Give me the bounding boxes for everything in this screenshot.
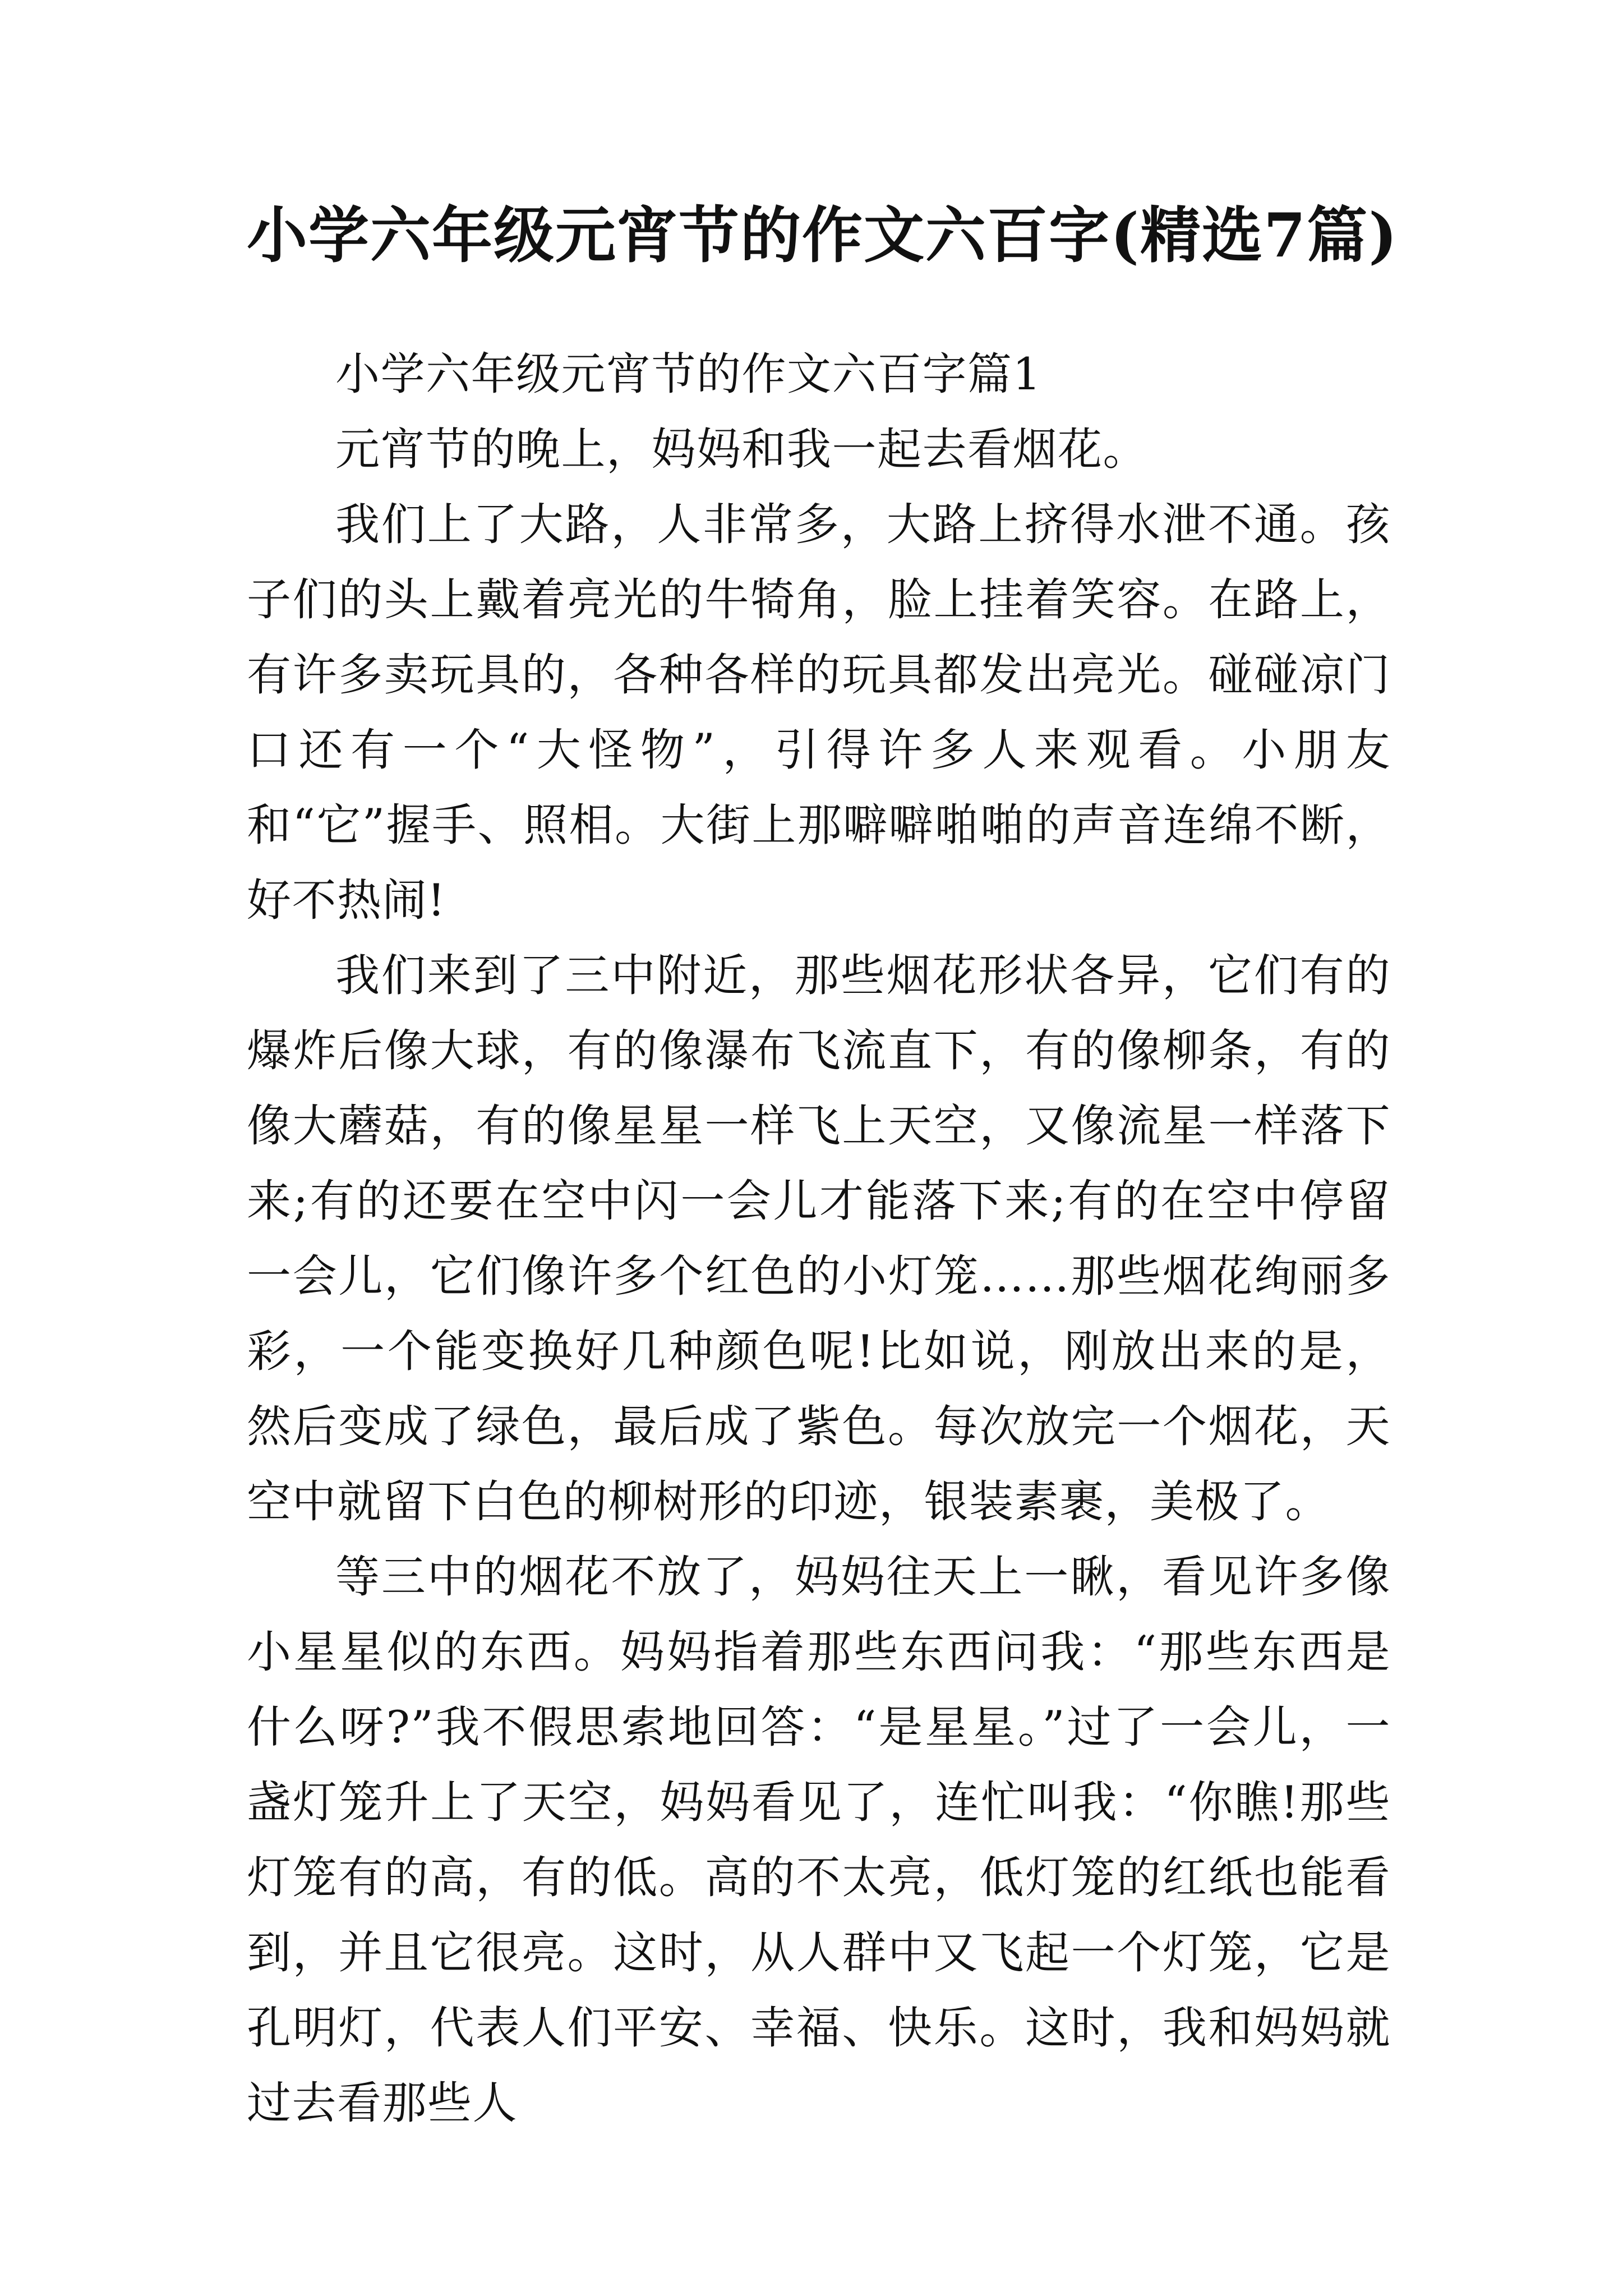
- document-title: 小学六年级元宵节的作文六百字(精选7篇): [247, 200, 1399, 271]
- document-body: [247, 337, 1391, 2141]
- section-heading: 小学六年级元宵节的作文六百字篇1: [335, 348, 1042, 400]
- paragraph: 我们来到了三中附近，那些烟花形状各异，它们有的爆炸后像大球，有的像瀑布飞流直下，有的像柳条，有的像大蘑菇，有的像星星一样飞上天空，又像流星一样落下来;有的还要在空中闪一会儿才能落下来;有的在空中停留一会儿，它们像许多个红色的小灯笼……那些烟花绚丽多彩，一个能变换好几种颜色呢!比如说，刚放出来的是，然后变成了绿色，最后成了紫色。每次放完一个烟花，天空中就留下白色的柳树形的印迹，银装素裹，美极了。: [247, 950, 1391, 1527]
- paragraph: 等三中的烟花不放了，妈妈往天上一瞅，看见许多像小星星似的东西。妈妈指着那些东西问我：“那些东西是什么呀?”我不假思索地回答：“是星星。”过了一会儿，一盏灯笼升上了天空，妈妈看见了，连忙叫我：“你瞧!那些灯笼有的高，有的低。高的不太亮，低灯笼的红纸也能看到，并且它很亮。这时，从人群中又飞起一个灯笼，它是孔明灯，代表人们平安、幸福、快乐。这时，我和妈妈就过去看那些人: [247, 1551, 1391, 2129]
- paragraph: 元宵节的晚上，妈妈和我一起去看烟花。: [335, 424, 1148, 475]
- paragraph: 我们上了大路，人非常多，大路上挤得水泄不通。孩子们的头上戴着亮光的牛犄角，脸上挂着笑容。在路上，有许多卖玩具的，各种各样的玩具都发出亮光。碰碰凉门口还有一个“大怪物”，引得许多人来观看。小朋友和“它”握手、照相。大街上那噼噼啪啪的声音连绵不断，好不热闹!: [247, 499, 1391, 926]
